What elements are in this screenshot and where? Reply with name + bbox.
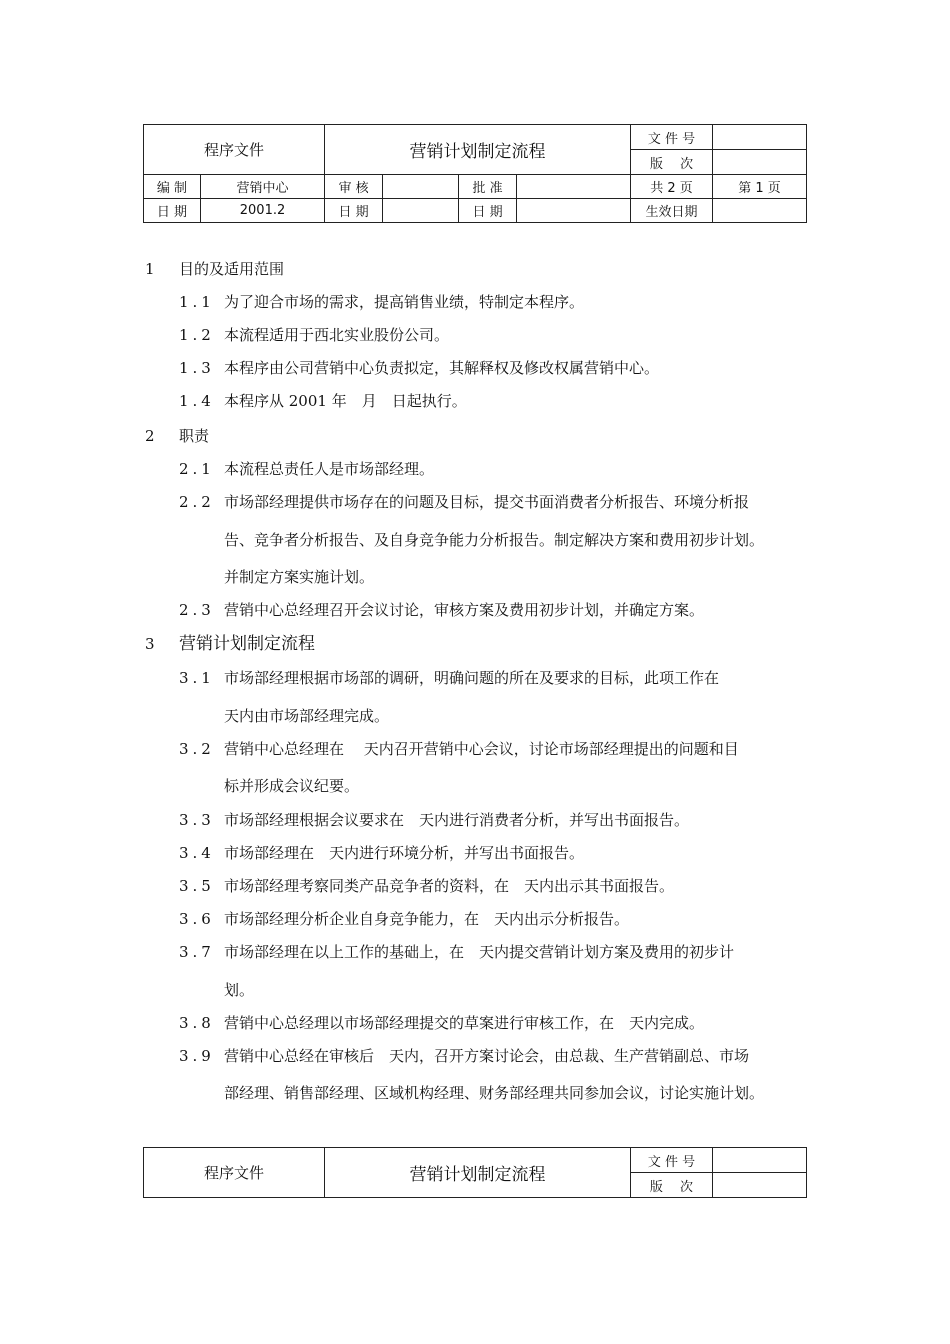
section-number: 3 [145, 635, 155, 653]
item-text: 市场部经理考察同类产品竞争者的资料，在 天内出示其书面报告。 [224, 877, 675, 895]
doc-type-cell: 程序文件 [144, 1148, 325, 1198]
doc-type-cell: 程序文件 [144, 125, 325, 175]
item-number: 1.3 [179, 359, 215, 377]
item-number: 3.1 [179, 669, 215, 687]
next-page-header-table [143, 1147, 807, 1198]
item-text: 营销中心总经理在 天内召开营销中心会议，讨论市场部经理提出的问题和目 [224, 740, 739, 758]
item-text: 营销中心总经理以市场部经理提交的草案进行审核工作，在 天内完成。 [224, 1014, 705, 1032]
date3-label: 日 期 [459, 199, 517, 223]
item-number: 3.2 [179, 740, 215, 758]
item-number: 2.3 [179, 601, 215, 619]
item-text: 营销中心总经在审核后 天内，召开方案讨论会，由总裁、生产营销副总、市场 [224, 1047, 750, 1065]
version-label: 版 次 [631, 150, 713, 175]
file-no-label: 文 件 号 [631, 1148, 713, 1173]
date3-value [517, 199, 631, 223]
page-number: 第 1 页 [713, 175, 807, 199]
document-header-table [143, 124, 807, 223]
item-text: 本流程总责任人是市场部经理。 [224, 460, 435, 478]
item-text: 市场部经理分析企业自身竞争能力，在 天内出示分析报告。 [224, 910, 630, 928]
item-text: 标并形成会议纪要。 [224, 777, 360, 795]
approve-label: 批 准 [459, 175, 517, 199]
version-value [713, 1173, 807, 1198]
item-number: 2.1 [179, 460, 215, 478]
section-title: 职责 [179, 427, 210, 445]
section-title: 营销计划制定流程 [179, 634, 315, 654]
item-text: 并制定方案实施计划。 [224, 568, 375, 586]
date2-label: 日 期 [325, 199, 383, 223]
item-number: 3.7 [179, 943, 215, 961]
item-text: 本流程适用于西北实业股份公司。 [224, 326, 450, 344]
review-label: 审 核 [325, 175, 383, 199]
item-number: 3.3 [179, 811, 215, 829]
item-text: 营销中心总经理召开会议讨论，审核方案及费用初步计划，并确定方案。 [224, 601, 705, 619]
item-text: 为了迎合市场的需求，提高销售业绩，特制定本程序。 [224, 293, 585, 311]
item-number: 3.8 [179, 1014, 215, 1032]
version-value [713, 150, 807, 175]
section-number: 2 [145, 427, 155, 445]
doc-title-cell: 营销计划制定流程 [325, 1148, 631, 1198]
item-number: 3.5 [179, 877, 215, 895]
section-number: 1 [145, 260, 155, 278]
file-no-value [713, 1148, 807, 1173]
item-number: 3.6 [179, 910, 215, 928]
date2-value [383, 199, 459, 223]
item-text: 市场部经理在 天内进行环境分析，并写出书面报告。 [224, 844, 585, 862]
item-text: 划。 [224, 981, 255, 999]
file-no-value [713, 125, 807, 150]
approve-value [517, 175, 631, 199]
item-text: 市场部经理根据会议要求在 天内进行消费者分析，并写出书面报告。 [224, 811, 690, 829]
item-number: 3.9 [179, 1047, 215, 1065]
version-label: 版 次 [631, 1173, 713, 1198]
compile-value: 营销中心 [201, 175, 325, 199]
item-number: 1.1 [179, 293, 215, 311]
item-number: 1.2 [179, 326, 215, 344]
doc-title-cell: 营销计划制定流程 [325, 125, 631, 175]
review-value [383, 175, 459, 199]
section-title: 目的及适用范围 [179, 260, 285, 278]
effective-date-label: 生效日期 [631, 199, 713, 223]
date-value: 2001.2 [201, 199, 325, 223]
item-number: 3.4 [179, 844, 215, 862]
item-text: 市场部经理提供市场存在的问题及目标，提交书面消费者分析报告、环境分析报 [224, 493, 750, 511]
item-number: 1.4 [179, 392, 215, 410]
date-label: 日 期 [144, 199, 201, 223]
item-text: 告、竞争者分析报告、及自身竞争能力分析报告。制定解决方案和费用初步计划。 [224, 531, 765, 549]
item-text: 本程序从 2001 年 月 日起执行。 [224, 392, 467, 410]
item-text: 部经理、销售部经理、区域机构经理、财务部经理共同参加会议，讨论实施计划。 [224, 1084, 765, 1102]
item-text: 市场部经理根据市场部的调研，明确问题的所在及要求的目标，此项工作在 [224, 669, 720, 687]
compile-label: 编 制 [144, 175, 201, 199]
item-text: 市场部经理在以上工作的基础上，在 天内提交营销计划方案及费用的初步计 [224, 943, 735, 961]
total-pages: 共 2 页 [631, 175, 713, 199]
item-text: 本程序由公司营销中心负责拟定，其解释权及修改权属营销中心。 [224, 359, 660, 377]
file-no-label: 文 件 号 [631, 125, 713, 150]
effective-date-value [713, 199, 807, 223]
item-text: 天内由市场部经理完成。 [224, 707, 390, 725]
item-number: 2.2 [179, 493, 215, 511]
